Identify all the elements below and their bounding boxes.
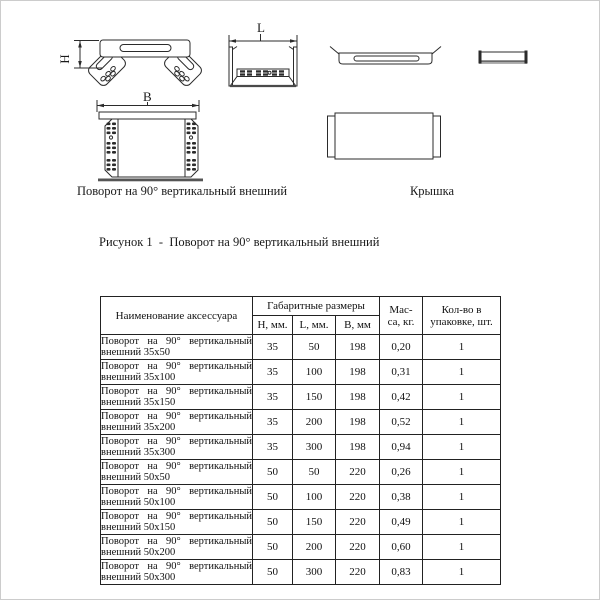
turn-top-view-drawing: [97, 89, 203, 181]
mass-cell: 0,94: [380, 435, 423, 460]
name-cell: Поворот на 90° вертикальный внешний 50х150: [101, 510, 252, 533]
turn-front-view-drawing: [57, 40, 204, 88]
header-row-1: [101, 297, 501, 316]
l-cell: 100: [293, 360, 336, 385]
dims-group-header: Габаритные размеры: [253, 297, 380, 316]
cover-end-view-drawing: [479, 51, 528, 64]
b-cell: 198: [336, 385, 380, 410]
l-cell: 150: [293, 385, 336, 410]
mass-cell: 0,38: [380, 485, 423, 510]
table-row: [101, 560, 501, 585]
b-cell: 220: [336, 510, 380, 535]
b-cell: 198: [336, 410, 380, 435]
qty-cell: 1: [423, 485, 501, 510]
h-cell: 50: [253, 510, 293, 535]
h-column-header: Н, мм.: [253, 316, 293, 335]
name-cell: Поворот на 90° вертикальный внешний 35х50: [101, 335, 252, 358]
mass-cell: 0,52: [380, 410, 423, 435]
l-cell: 100: [293, 485, 336, 510]
h-cell: 35: [253, 360, 293, 385]
l-cell: 50: [293, 460, 336, 485]
mass-header-line2: са, кг.: [387, 315, 415, 328]
plate-slot: [120, 45, 171, 52]
b-cell: 220: [336, 560, 380, 585]
qty-cell: 1: [423, 535, 501, 560]
table-row: [101, 385, 501, 410]
mass-header-line1: Мас-: [389, 303, 413, 316]
h-cell: 50: [253, 460, 293, 485]
table-row: [101, 335, 501, 360]
name-header: Наименование аксессуара: [101, 297, 253, 335]
table-row: [101, 535, 501, 560]
l-dim-label: L: [257, 20, 265, 35]
qty-cell: 1: [423, 560, 501, 585]
l-cell: 50: [293, 335, 336, 360]
h-cell: 35: [253, 335, 293, 360]
dimensions-table: [100, 296, 501, 585]
name-cell: Поворот на 90° вертикальный внешний 35х200: [101, 410, 252, 433]
b-cell: 198: [336, 435, 380, 460]
mass-cell: 0,60: [380, 535, 423, 560]
mass-cell: 0,42: [380, 385, 423, 410]
b-column-header: В, мм: [336, 316, 380, 335]
h-cell: 35: [253, 385, 293, 410]
qty-cell: 1: [423, 385, 501, 410]
name-cell: Поворот на 90° вертикальный внешний 50х300: [101, 560, 252, 583]
cover-caption: Крышка: [409, 184, 455, 198]
l-column-header: L, мм.: [293, 316, 336, 335]
h-cell: 35: [253, 435, 293, 460]
qty-cell: 1: [423, 435, 501, 460]
name-cell: Поворот на 90° вертикальный внешний 50х200: [101, 535, 252, 558]
turn-body: [118, 119, 185, 177]
mass-cell: 0,49: [380, 510, 423, 535]
mass-cell: 0,26: [380, 460, 423, 485]
h-cell: 35: [253, 410, 293, 435]
table-row: [101, 410, 501, 435]
mass-header: [380, 297, 423, 335]
qty-cell: 1: [423, 410, 501, 435]
qty-cell: 1: [423, 335, 501, 360]
b-cell: 220: [336, 460, 380, 485]
table-row: [101, 460, 501, 485]
h-dim-label: H: [57, 54, 72, 64]
qty-cell: 1: [423, 360, 501, 385]
cover-top-view-drawing: [328, 113, 441, 159]
cover-side-view-drawing: [330, 47, 441, 65]
b-cell: 220: [336, 535, 380, 560]
h-cell: 50: [253, 485, 293, 510]
table-row: [101, 360, 501, 385]
qty-cell: 1: [423, 460, 501, 485]
name-cell: Поворот на 90° вертикальный внешний 50х50: [101, 460, 252, 483]
qty-cell: 1: [423, 510, 501, 535]
mass-cell: 0,83: [380, 560, 423, 585]
h-cell: 50: [253, 560, 293, 585]
name-cell: Поворот на 90° вертикальный внешний 50х100: [101, 485, 252, 508]
name-cell: Поворот на 90° вертикальный внешний 35х100: [101, 360, 252, 383]
b-cell: 198: [336, 360, 380, 385]
b-dim-label: B: [143, 89, 152, 104]
cover-body: [335, 113, 433, 159]
table-row: [101, 510, 501, 535]
mass-cell: 0,31: [380, 360, 423, 385]
b-cell: 198: [336, 335, 380, 360]
figure-caption: Рисунок 1 - Поворот на 90° вертикальный внешний: [99, 235, 380, 249]
bottom-flange-bar: [98, 179, 203, 182]
l-cell: 200: [293, 535, 336, 560]
name-cell: Поворот на 90° вертикальный внешний 35х150: [101, 385, 252, 408]
name-cell: Поворот на 90° вертикальный внешний 35х300: [101, 435, 252, 458]
qty-header: Кол-во в упаковке, шт.: [423, 297, 501, 335]
technical-drawings: [1, 1, 600, 271]
mass-cell: 0,20: [380, 335, 423, 360]
l-cell: 300: [293, 435, 336, 460]
table-row: [101, 485, 501, 510]
h-cell: 50: [253, 535, 293, 560]
l-cell: 300: [293, 560, 336, 585]
l-cell: 200: [293, 410, 336, 435]
table-row: [101, 435, 501, 460]
top-flange-bar: [99, 112, 196, 119]
turn-side-view-drawing: [229, 20, 297, 86]
b-cell: 220: [336, 485, 380, 510]
l-cell: 150: [293, 510, 336, 535]
turn-caption: Поворот на 90° вертикальный внешний: [76, 184, 288, 198]
